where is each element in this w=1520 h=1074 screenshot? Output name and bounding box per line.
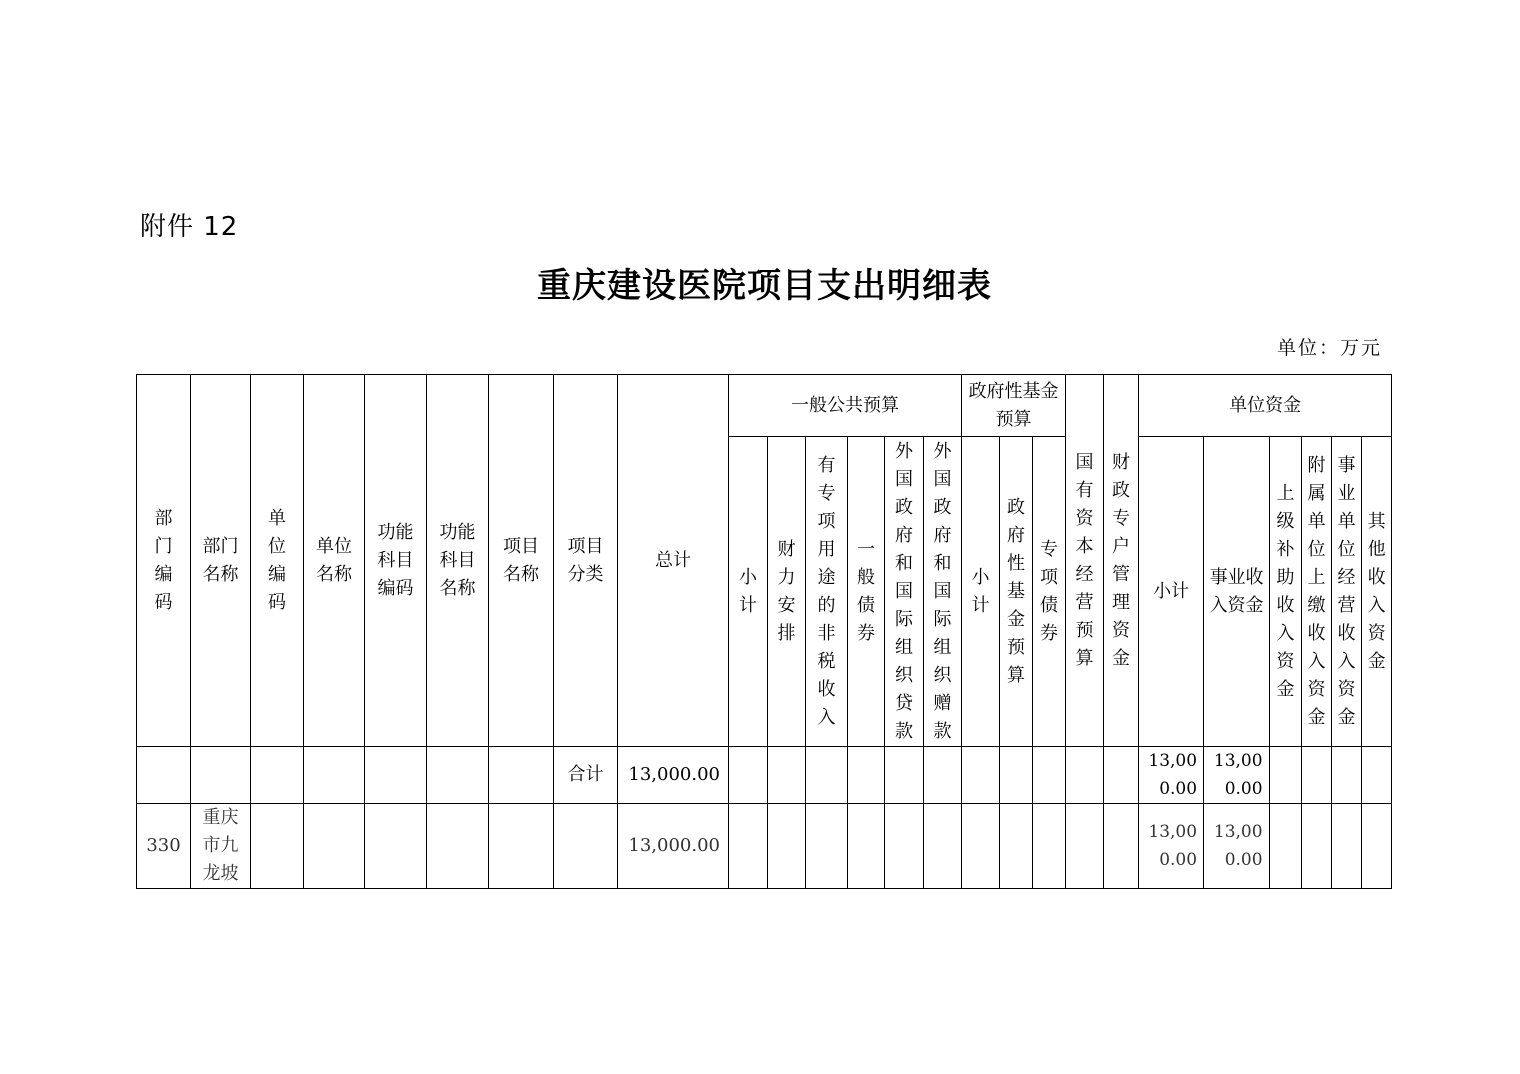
cell [1066,747,1104,804]
header-gb-fiscal: 财力安排 [768,437,806,747]
header-uf-subtotal: 小计 [1139,437,1204,747]
cell [137,747,191,804]
cell [1000,747,1033,804]
cell [1033,804,1066,889]
header-gov-fund-budget: 政府性基金预算 [962,375,1066,437]
cell [924,804,962,889]
dept-row-name: 重庆市九龙坡 [191,804,251,889]
cell [806,747,848,804]
header-gb-subtotal: 小计 [729,437,768,747]
header-gb-foreign-loan: 外国政府和国际组织贷款 [885,437,924,747]
cell [427,804,489,889]
cell [304,747,365,804]
header-gf-fund: 政府性基金预算 [1000,437,1033,747]
cell [1302,747,1332,804]
header-dept-code: 部门编码 [137,375,191,747]
cell [1033,747,1066,804]
cell [924,747,962,804]
attachment-label: 附件 12 [140,212,239,242]
header-unit-code: 单位编码 [251,375,304,747]
dept-row-total: 13,000.00 [618,804,729,889]
page-title: 重庆建设医院项目支出明细表 [537,266,992,306]
cell [554,804,618,889]
header-general-budget: 一般公共预算 [729,375,962,437]
dept-row-uf-business-income: 13,000.00 [1204,804,1270,889]
dept-row-uf-subtotal: 13,000.00 [1139,804,1204,889]
header-uf-other: 其他收入资金 [1362,437,1392,747]
cell [1270,747,1302,804]
cell [848,804,885,889]
header-uf-business-income: 事业收入资金 [1204,437,1270,747]
header-func-name: 功能科目名称 [427,375,489,747]
cell [251,747,304,804]
cell [365,804,427,889]
header-gf-special-bond: 专项债券 [1033,437,1066,747]
dept-row-code: 330 [137,804,191,889]
header-gb-special-nontax: 有专项用途的非税收入 [806,437,848,747]
header-gb-general-bond: 一般债券 [848,437,885,747]
cell [251,804,304,889]
header-dept-name: 部门名称 [191,375,251,747]
cell [1104,747,1139,804]
cell [768,804,806,889]
header-state-capital: 国有资本经营预算 [1066,375,1104,747]
cell [885,747,924,804]
table-row-dept [137,804,1392,889]
cell [729,804,768,889]
header-unit-name: 单位名称 [304,375,365,747]
cell [427,747,489,804]
header-func-code: 功能科目编码 [365,375,427,747]
header-total: 总计 [618,375,729,747]
table-row-total [137,747,1392,804]
cell [1362,747,1392,804]
header-proj-name: 项目名称 [489,375,554,747]
header-uf-affiliated: 附属单位上缴收入资金 [1302,437,1332,747]
cell [1332,804,1362,889]
cell [191,747,251,804]
expense-table [136,374,1392,889]
total-row-uf-business-income: 13,000.00 [1204,747,1270,804]
unit-label: 单位：万元 [1276,337,1382,359]
header-proj-cat: 项目分类 [554,375,618,747]
cell [962,747,1000,804]
cell [489,804,554,889]
cell [729,747,768,804]
cell [768,747,806,804]
cell [1000,804,1033,889]
header-gb-foreign-grant: 外国政府和国际组织赠款 [924,437,962,747]
cell [1332,747,1362,804]
header-fiscal-special: 财政专户管理资金 [1104,375,1139,747]
cell [1302,804,1332,889]
header-gf-subtotal: 小计 [962,437,1000,747]
cell [1362,804,1392,889]
header-uf-superior-subsidy: 上级补助收入资金 [1270,437,1302,747]
cell [885,804,924,889]
header-uf-operating: 事业单位经营收入资金 [1332,437,1362,747]
cell [304,804,365,889]
cell [1066,804,1104,889]
cell [806,804,848,889]
header-unit-funds: 单位资金 [1139,375,1392,437]
total-row-label: 合计 [554,747,618,804]
cell [489,747,554,804]
cell [365,747,427,804]
cell [1104,804,1139,889]
cell [962,804,1000,889]
cell [848,747,885,804]
total-row-uf-subtotal: 13,000.00 [1139,747,1204,804]
cell [1270,804,1302,889]
total-row-total: 13,000.00 [618,747,729,804]
